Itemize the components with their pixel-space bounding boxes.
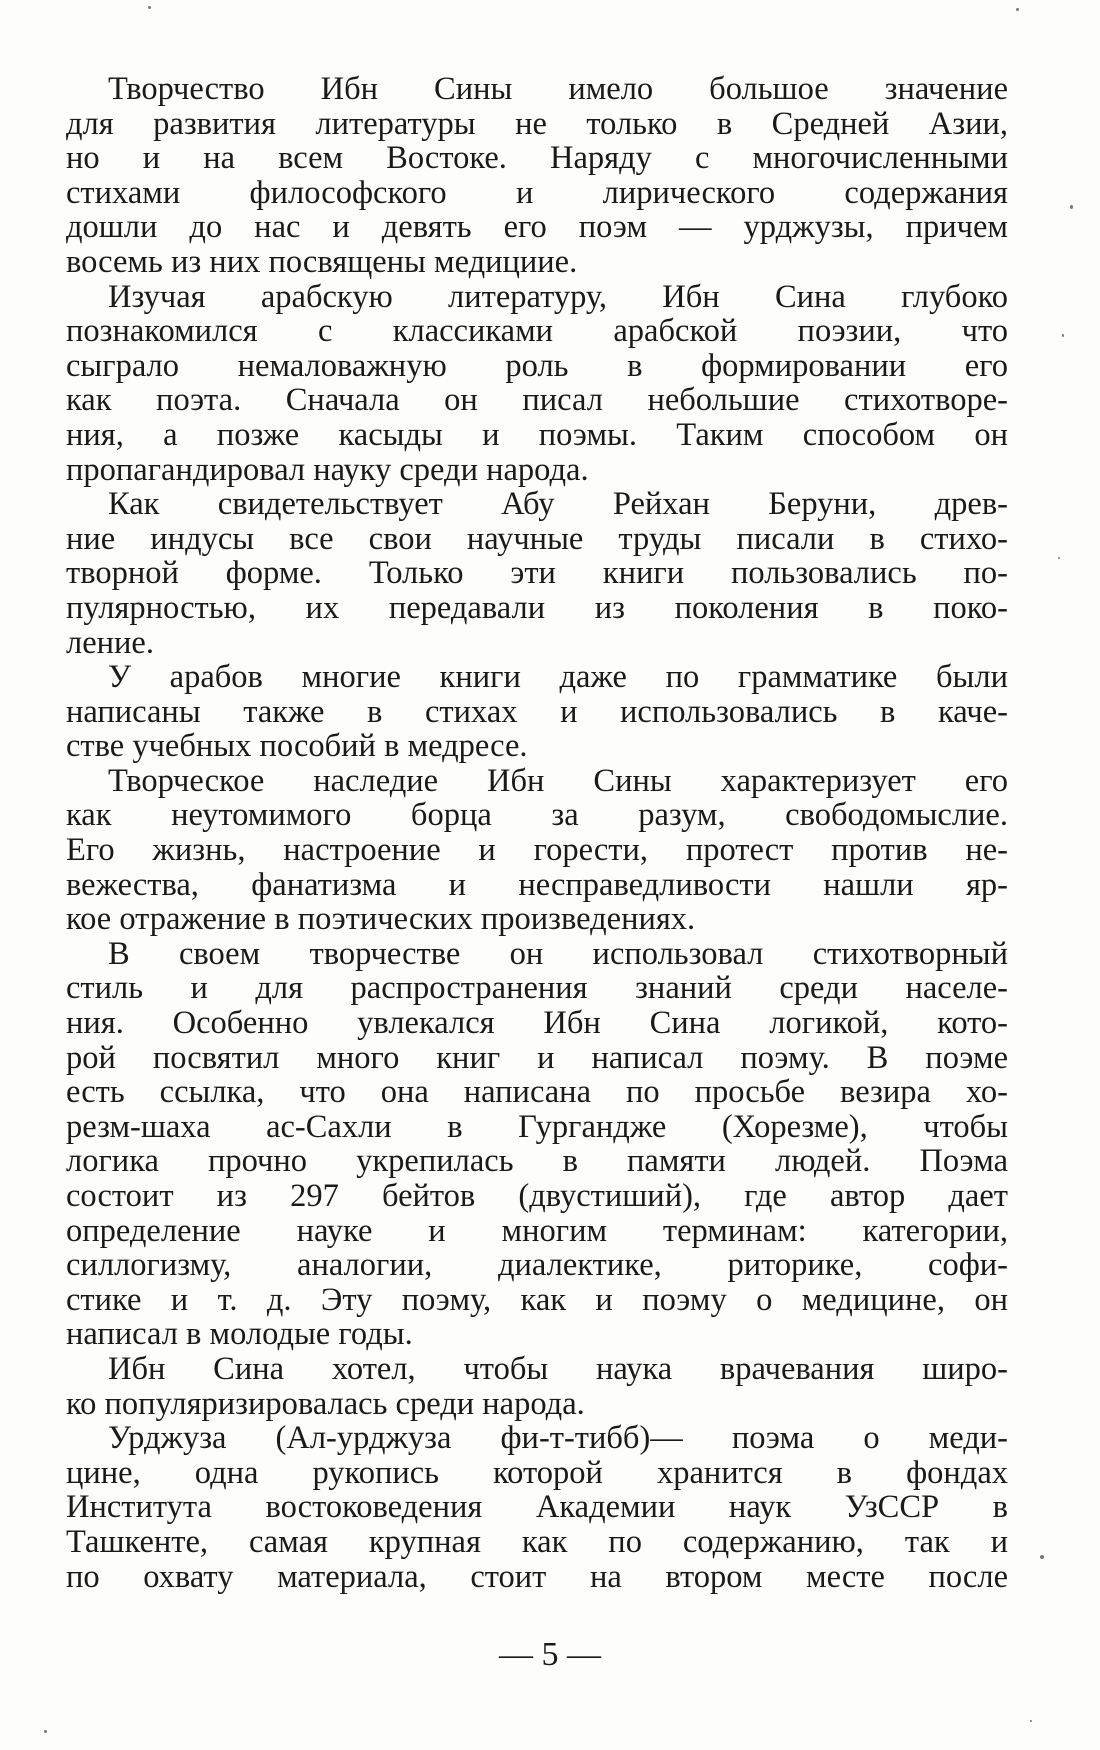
text-line: как поэта. Сначала он писал небольшие стихотворе-: [66, 382, 1008, 419]
scan-speck: [1070, 205, 1073, 209]
text-line: Института востоковедения Академии наук УзССР в: [66, 1489, 1008, 1526]
text-line: цине, одна рукопись которой хранится в фондах: [66, 1454, 1008, 1491]
text-line: познакомился с классиками арабской поэзии, что: [66, 313, 1008, 350]
text-line: восемь из них посвящены медициие.: [66, 243, 578, 280]
text-line: для развития литературы не только в Средней Азии,: [66, 105, 1008, 142]
text-line: творной форме. Только эти книги пользовались по-: [66, 555, 1008, 592]
text-line: ление.: [66, 624, 154, 661]
text-line: ния, а позже касыды и поэмы. Таким способом он: [66, 416, 1008, 453]
text-line: написаны также в стихах и использовались в каче-: [66, 693, 1008, 730]
text-line: стиль и для распространения знаний среди населе-: [66, 970, 1008, 1007]
scan-speck: [148, 6, 151, 9]
paragraph-7: [66, 1352, 1008, 1421]
text-line: ния. Особенно увлекался Ибн Сина логикой, кото-: [66, 1005, 1008, 1042]
text-line: пропагандировал науку среди народа.: [66, 451, 589, 488]
paragraph-4: [66, 660, 1008, 764]
text-line: стве учебных пособий в медресе.: [66, 728, 528, 765]
text-line: кое отражение в поэтических произведениях.: [66, 901, 696, 938]
text-line: дошли до нас и девять его поэм — урджузы, причем: [66, 209, 1008, 246]
text-line: ко популяризировалась среди народа.: [66, 1385, 585, 1422]
text-line: определение науке и многим терминам: категории,: [66, 1212, 1008, 1249]
scan-speck: [1040, 1555, 1044, 1559]
scan-speck: [1062, 334, 1064, 337]
text-line: рой посвятил много книг и написал поэму. В поэме: [66, 1039, 1008, 1076]
text-line: В своем творчестве он использовал стихотворный: [108, 935, 1008, 972]
text-line: Как свидетельствует Абу Рейхан Беруни, древ-: [108, 486, 1008, 523]
paragraph-8: [66, 1421, 1008, 1594]
text-line: пулярностью, их передавали из поколения в поко-: [66, 589, 1008, 626]
paragraph-3: [66, 487, 1008, 660]
text-line: вежества, фанатизма и несправедливости нашли яр-: [66, 866, 1008, 903]
text-line: Его жизнь, настроение и горести, протест против не-: [66, 832, 1008, 869]
text-line: сыграло немаловажную роль в формировании его: [66, 347, 1008, 384]
scan-speck: [1058, 557, 1060, 559]
text-line: Изучая арабскую литературу, Ибн Сина глубоко: [108, 278, 1008, 315]
text-line: У арабов многие книги даже по грамматике были: [108, 659, 1008, 696]
text-line: логика прочно укрепилась в памяти людей. Поэма: [66, 1143, 1008, 1180]
text-line: резм-шаха ас-Сахли в Гургандже (Хорезме), чтобы: [66, 1108, 1008, 1145]
text-line: Урджуза (Ал-урджуза фи-т-тибб)— поэма о меди-: [108, 1420, 1008, 1457]
paragraph-6: [66, 937, 1008, 1352]
page-number: — 5 —: [499, 1636, 601, 1673]
scan-speck: [1016, 8, 1019, 11]
text-line: Творчество Ибн Сины имело большое значение: [108, 71, 1008, 107]
text-line: Ибн Сина хотел, чтобы наука врачевания широ-: [108, 1350, 1008, 1387]
scan-speck: [44, 1730, 47, 1733]
text-line: стике и т. д. Эту поэму, как и поэму о медицине, он: [66, 1281, 1008, 1318]
paragraph-5: [66, 764, 1008, 937]
text-line: состоит из 297 бейтов (двустиший), где автор дает: [66, 1178, 1008, 1214]
paragraph-1: [66, 72, 1008, 280]
text-line: как неутомимого борца за разум, свободомыслие.: [66, 797, 1008, 834]
text-line: ние индусы все свои научные труды писали в стихо-: [66, 520, 1008, 557]
text-line: стихами философского и лирического содержания: [66, 174, 1008, 211]
text-line: написал в молодые годы.: [66, 1316, 413, 1353]
scan-speck: [1030, 1720, 1032, 1722]
text-line: Творческое наследие Ибн Сины характеризует его: [108, 762, 1008, 799]
text-line: есть ссылка, что она написана по просьбе везира хо-: [66, 1074, 1008, 1111]
body-text: [66, 72, 1008, 1594]
text-line: Ташкенте, самая крупная как по содержанию, так и: [66, 1523, 1008, 1560]
text-line: силлогизму, аналогии, диалектике, риторике, софи-: [66, 1247, 1008, 1284]
text-line: по охвату материала, стоит на втором месте после: [66, 1558, 1008, 1595]
paragraph-2: [66, 280, 1008, 488]
text-line: но и на всем Востоке. Наряду с многочисленными: [66, 140, 1008, 177]
